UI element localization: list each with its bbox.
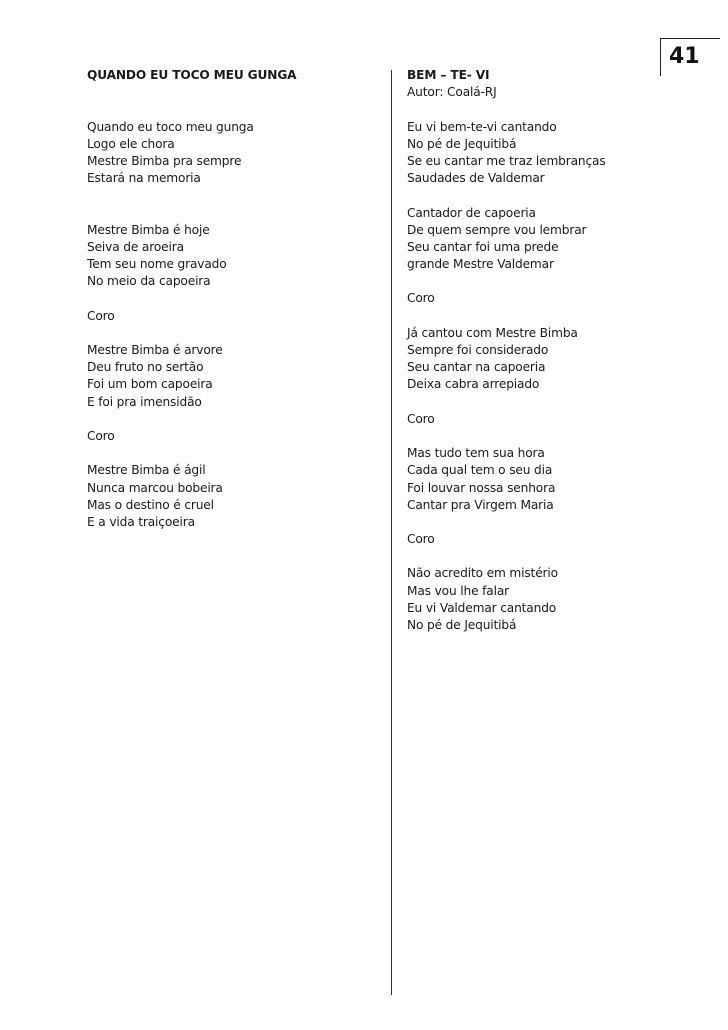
spacer [87,187,377,221]
lyric-line: Seiva de aroeira [87,239,184,254]
left-song-title: QUANDO EU TOCO MEU GUNGA [87,68,297,82]
lyric-line: No pé de Jequitibá [407,136,517,151]
spacer [87,290,377,307]
lyric-line: E a vida traiçoeira [87,514,195,529]
left-stanza-1 [87,119,377,188]
chorus-label: Coro [87,308,115,323]
lyric-line: Eu vi bem-te-vi cantando [407,119,557,134]
spacer [407,187,647,204]
lyric-line: Já cantou com Mestre Bimba [407,325,578,340]
spacer [87,101,377,118]
lyric-line: Seu cantar na capoeria [407,360,546,375]
spacer [407,101,647,118]
spacer [407,273,647,290]
lyric-line: Mas tudo tem sua hora [407,446,545,461]
spacer [407,428,647,445]
column-divider [391,70,392,995]
lyric-line: Seu cantar foi uma prede [407,239,559,254]
left-song [87,67,377,531]
lyric-line: No meio da capoeira [87,274,211,289]
lyric-line: Mestre Bimba pra sempre [87,153,242,168]
left-stanza-2 [87,222,377,291]
lyric-line: Mestre Bimba é ágil [87,463,206,478]
right-stanza-2 [407,205,647,274]
lyric-line: grande Mestre Valdemar [407,257,554,272]
right-stanza-5 [407,565,647,634]
lyric-line: Se eu cantar me traz lembranças [407,153,606,168]
left-stanza-4 [87,462,377,531]
spacer [87,445,377,462]
chorus-label: Coro [87,428,115,443]
lyric-line: Logo ele chora [87,136,175,151]
lyric-line: Mas o destino é cruel [87,497,214,512]
lyric-line: E foi pra imensidão [87,394,202,409]
lyric-line: Mas vou lhe falar [407,583,510,598]
lyric-line: Saudades de Valdemar [407,171,545,186]
lyric-line: Deu fruto no sertão [87,360,204,375]
spacer [87,325,377,342]
right-stanza-4 [407,445,647,514]
lyric-line: Sempre foi considerado [407,343,549,357]
spacer [407,514,647,531]
right-stanza-3 [407,325,647,394]
right-stanza-1 [407,119,647,188]
spacer [407,548,647,565]
lyric-line: Foi um bom capoeira [87,377,213,392]
lyric-line: Nunca marcou bobeira [87,480,223,495]
right-song [407,67,647,634]
chorus-label: Coro [407,411,435,426]
spacer [407,394,647,411]
lyric-line: Foi louvar nossa senhora [407,480,556,495]
chorus-label: Coro [407,291,435,306]
page-number: 41 [669,44,700,69]
lyric-line: Estará na memoria [87,171,201,186]
lyric-line: De quem sempre vou lembrar [407,222,587,237]
lyric-line: Tem seu nome gravado [87,257,227,272]
chorus-label: Coro [407,532,435,547]
lyric-line: Eu vi Valdemar cantando [407,600,557,615]
left-stanza-3 [87,342,377,411]
lyric-line: Cada qual tem o seu dia [407,463,553,478]
spacer [87,84,377,101]
lyric-line: Não acredito em mistério [407,566,558,581]
lyric-line: Mestre Bimba é arvore [87,343,223,358]
lyric-line: Cantador de capoeria [407,205,536,220]
lyric-line: No pé de Jequitibá [407,618,517,632]
song-author: Autor: Coalá-RJ [407,85,497,100]
lyric-line: Mestre Bimba é hoje [87,222,210,237]
spacer [87,411,377,428]
spacer [407,308,647,325]
lyric-line: Deixa cabra arrepiado [407,377,540,392]
right-song-title: BEM – TE- VI [407,68,490,82]
lyric-line: Quando eu toco meu gunga [87,119,254,134]
lyric-line: Cantar pra Virgem Maria [407,497,554,512]
